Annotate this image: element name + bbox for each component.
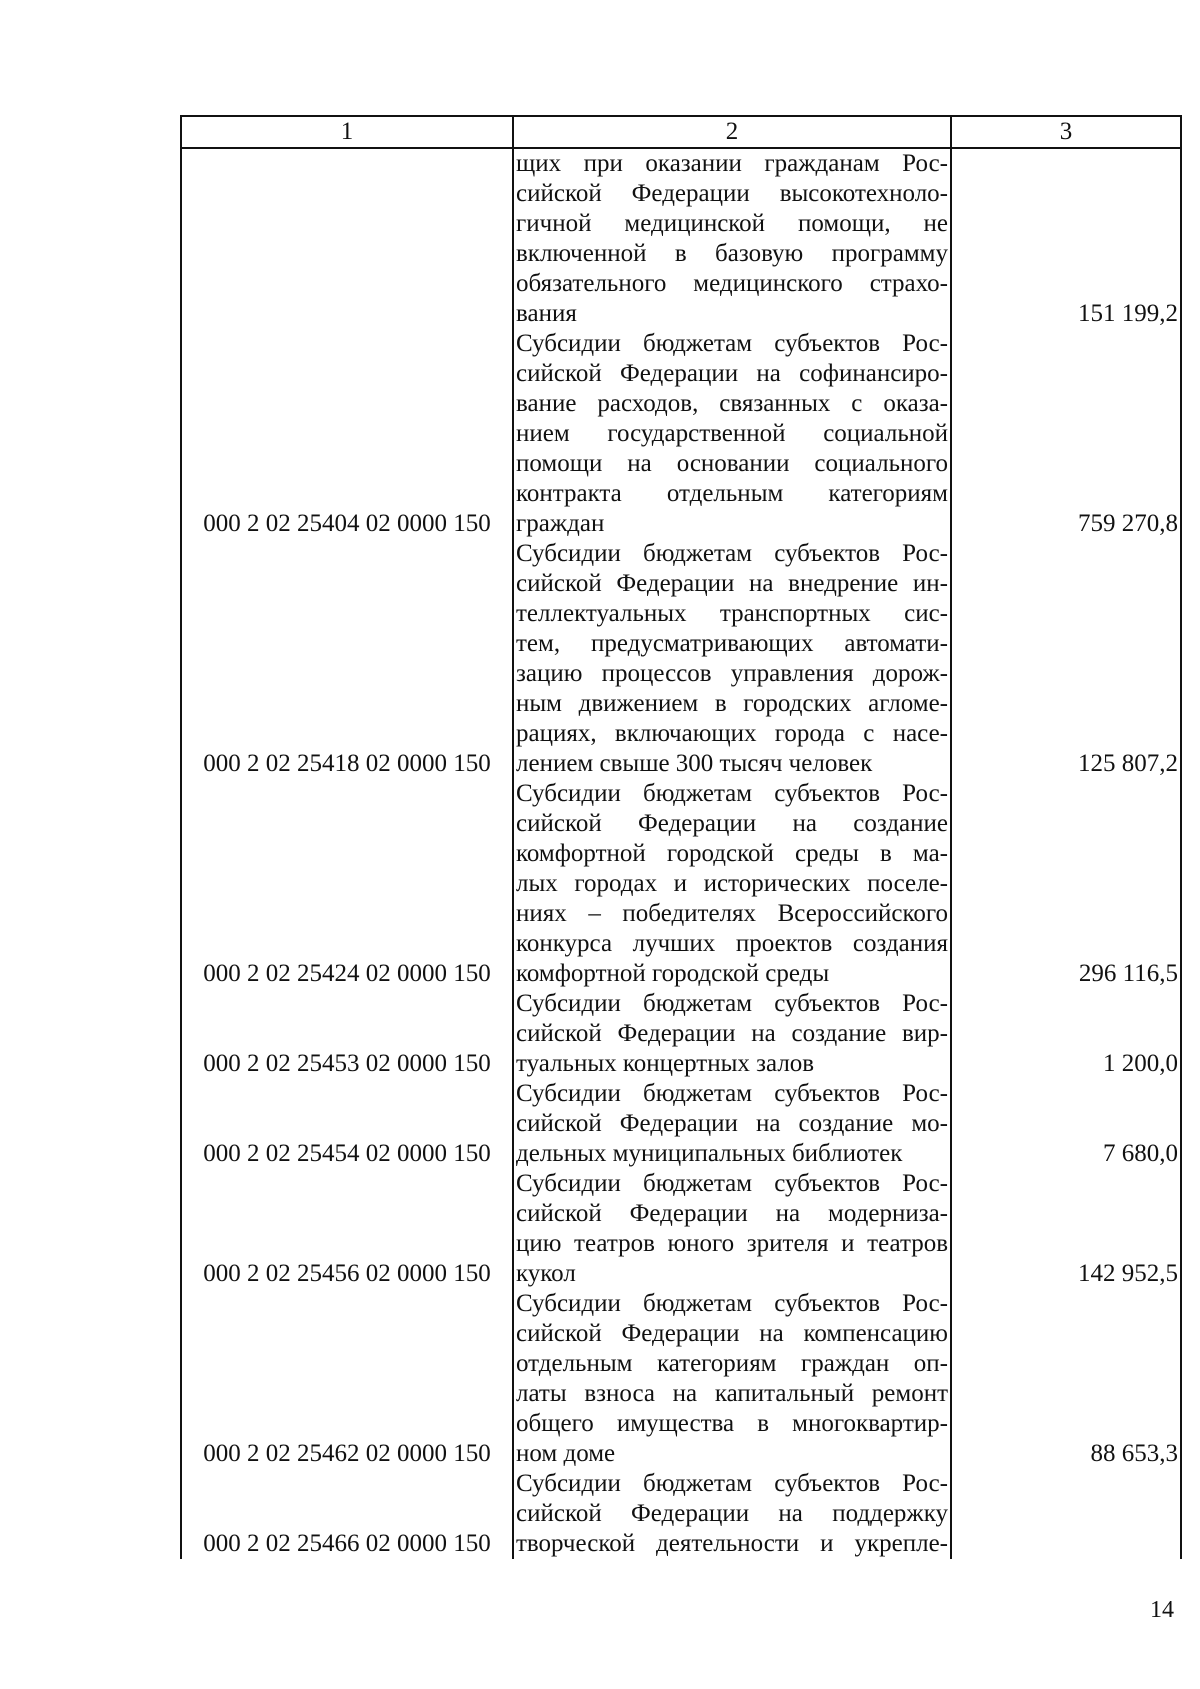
table-row — [181, 1289, 1181, 1469]
description-line: рациях, включающих города с насе- — [516, 720, 948, 747]
description-line: контракта отдельным категориям — [516, 480, 948, 507]
income-amount: 88 653,3 — [951, 1289, 1181, 1469]
description-line: гичной медицинской помощи, не — [516, 210, 948, 237]
description-line: туальных концертных залов — [516, 1050, 815, 1077]
description-line: включенной в базовую программу — [516, 240, 948, 267]
description-line: сийской Федерации на поддержку — [516, 1500, 948, 1527]
description-line: вания — [516, 300, 577, 327]
description-line: лых городах и исторических поселе- — [516, 870, 948, 897]
description-line: сийской Федерации на внедрение ин- — [516, 570, 948, 597]
income-description — [513, 148, 951, 329]
income-description — [513, 329, 951, 539]
description-line: Субсидии бюджетам субъектов Рос- — [516, 780, 948, 807]
description-line: латы взноса на капитальный ремонт — [516, 1380, 948, 1407]
description-line: общего имущества в многоквартир- — [516, 1410, 948, 1437]
income-amount — [951, 1469, 1181, 1559]
income-amount: 7 680,0 — [951, 1079, 1181, 1169]
description-line: сийской Федерации на создание мо- — [516, 1110, 948, 1137]
description-line: цию театров юного зрителя и театров — [516, 1230, 948, 1257]
description-line: щих при оказании гражданам Рос- — [516, 150, 948, 177]
table-row — [181, 148, 1181, 329]
income-code: 000 2 02 25462 02 0000 150 — [181, 1289, 513, 1469]
description-line: помощи на основании социального — [516, 450, 948, 477]
income-code: 000 2 02 25453 02 0000 150 — [181, 989, 513, 1079]
description-line: сийской Федерации высокотехноло- — [516, 180, 948, 207]
description-line: комфортной городской среды в ма- — [516, 840, 948, 867]
description-line: нием государственной социальной — [516, 420, 948, 447]
income-code: 000 2 02 25456 02 0000 150 — [181, 1169, 513, 1289]
income-description — [513, 1169, 951, 1289]
table-row — [181, 989, 1181, 1079]
income-code: 000 2 02 25454 02 0000 150 — [181, 1079, 513, 1169]
description-line: теллектуальных транспортных сис- — [516, 600, 948, 627]
description-line: конкурса лучших проектов создания — [516, 930, 948, 957]
description-line: сийской Федерации на компенсацию — [516, 1320, 948, 1347]
description-line: Субсидии бюджетам субъектов Рос- — [516, 1170, 948, 1197]
description-line: сийской Федерации на софинансиро- — [516, 360, 948, 387]
description-line: комфортной городской среды — [516, 960, 830, 987]
description-line: отдельным категориям граждан оп- — [516, 1350, 948, 1377]
income-amount: 151 199,2 — [951, 148, 1181, 329]
description-line: дельных муниципальных библиотек — [516, 1140, 903, 1167]
description-line: ным движением в городских агломе- — [516, 690, 948, 717]
column-header-1: 1 — [181, 116, 513, 148]
budget-table — [180, 115, 1182, 1559]
description-line: Субсидии бюджетам субъектов Рос- — [516, 990, 948, 1017]
income-description — [513, 539, 951, 779]
table-row — [181, 539, 1181, 779]
table-row — [181, 1169, 1181, 1289]
table-body — [181, 148, 1181, 1559]
income-amount: 142 952,5 — [951, 1169, 1181, 1289]
income-amount: 1 200,0 — [951, 989, 1181, 1079]
table-row — [181, 779, 1181, 989]
description-line: лением свыше 300 тысяч человек — [516, 750, 873, 777]
description-line: граждан — [516, 510, 605, 537]
description-line: тем, предусматривающих автомати- — [516, 630, 948, 657]
table-row — [181, 329, 1181, 539]
description-line: Субсидии бюджетам субъектов Рос- — [516, 1290, 948, 1317]
income-amount: 759 270,8 — [951, 329, 1181, 539]
description-line: вание расходов, связанных с оказа- — [516, 390, 948, 417]
column-header-2: 2 — [513, 116, 951, 148]
description-line: кукол — [516, 1260, 576, 1287]
income-description — [513, 1289, 951, 1469]
income-amount: 125 807,2 — [951, 539, 1181, 779]
description-line: обязательного медицинского страхо- — [516, 270, 948, 297]
income-code: 000 2 02 25424 02 0000 150 — [181, 779, 513, 989]
table-header — [181, 116, 1181, 148]
income-code: 000 2 02 25466 02 0000 150 — [181, 1469, 513, 1559]
description-line: сийской Федерации на создание — [516, 810, 948, 837]
description-line: сийской Федерации на модерниза- — [516, 1200, 948, 1227]
description-line: Субсидии бюджетам субъектов Рос- — [516, 1080, 948, 1107]
description-line: Субсидии бюджетам субъектов Рос- — [516, 330, 948, 357]
income-code: 000 2 02 25404 02 0000 150 — [181, 329, 513, 539]
income-description — [513, 1469, 951, 1559]
table-row — [181, 1079, 1181, 1169]
table-row — [181, 1469, 1181, 1559]
income-code: 000 2 02 25418 02 0000 150 — [181, 539, 513, 779]
description-line: зацию процессов управления дорож- — [516, 660, 948, 687]
income-amount: 296 116,5 — [951, 779, 1181, 989]
description-line: сийской Федерации на создание вир- — [516, 1020, 948, 1047]
description-line: Субсидии бюджетам субъектов Рос- — [516, 540, 948, 567]
column-header-3: 3 — [951, 116, 1181, 148]
description-line: Субсидии бюджетам субъектов Рос- — [516, 1470, 948, 1497]
income-description — [513, 779, 951, 989]
description-line: ниях – победителях Всероссийского — [516, 900, 948, 927]
income-description — [513, 989, 951, 1079]
income-description — [513, 1079, 951, 1169]
description-line: творческой деятельности и укрепле- — [516, 1530, 948, 1557]
page-number: 14 — [1150, 1597, 1174, 1623]
income-code — [181, 148, 513, 329]
description-line: ном доме — [516, 1440, 616, 1467]
